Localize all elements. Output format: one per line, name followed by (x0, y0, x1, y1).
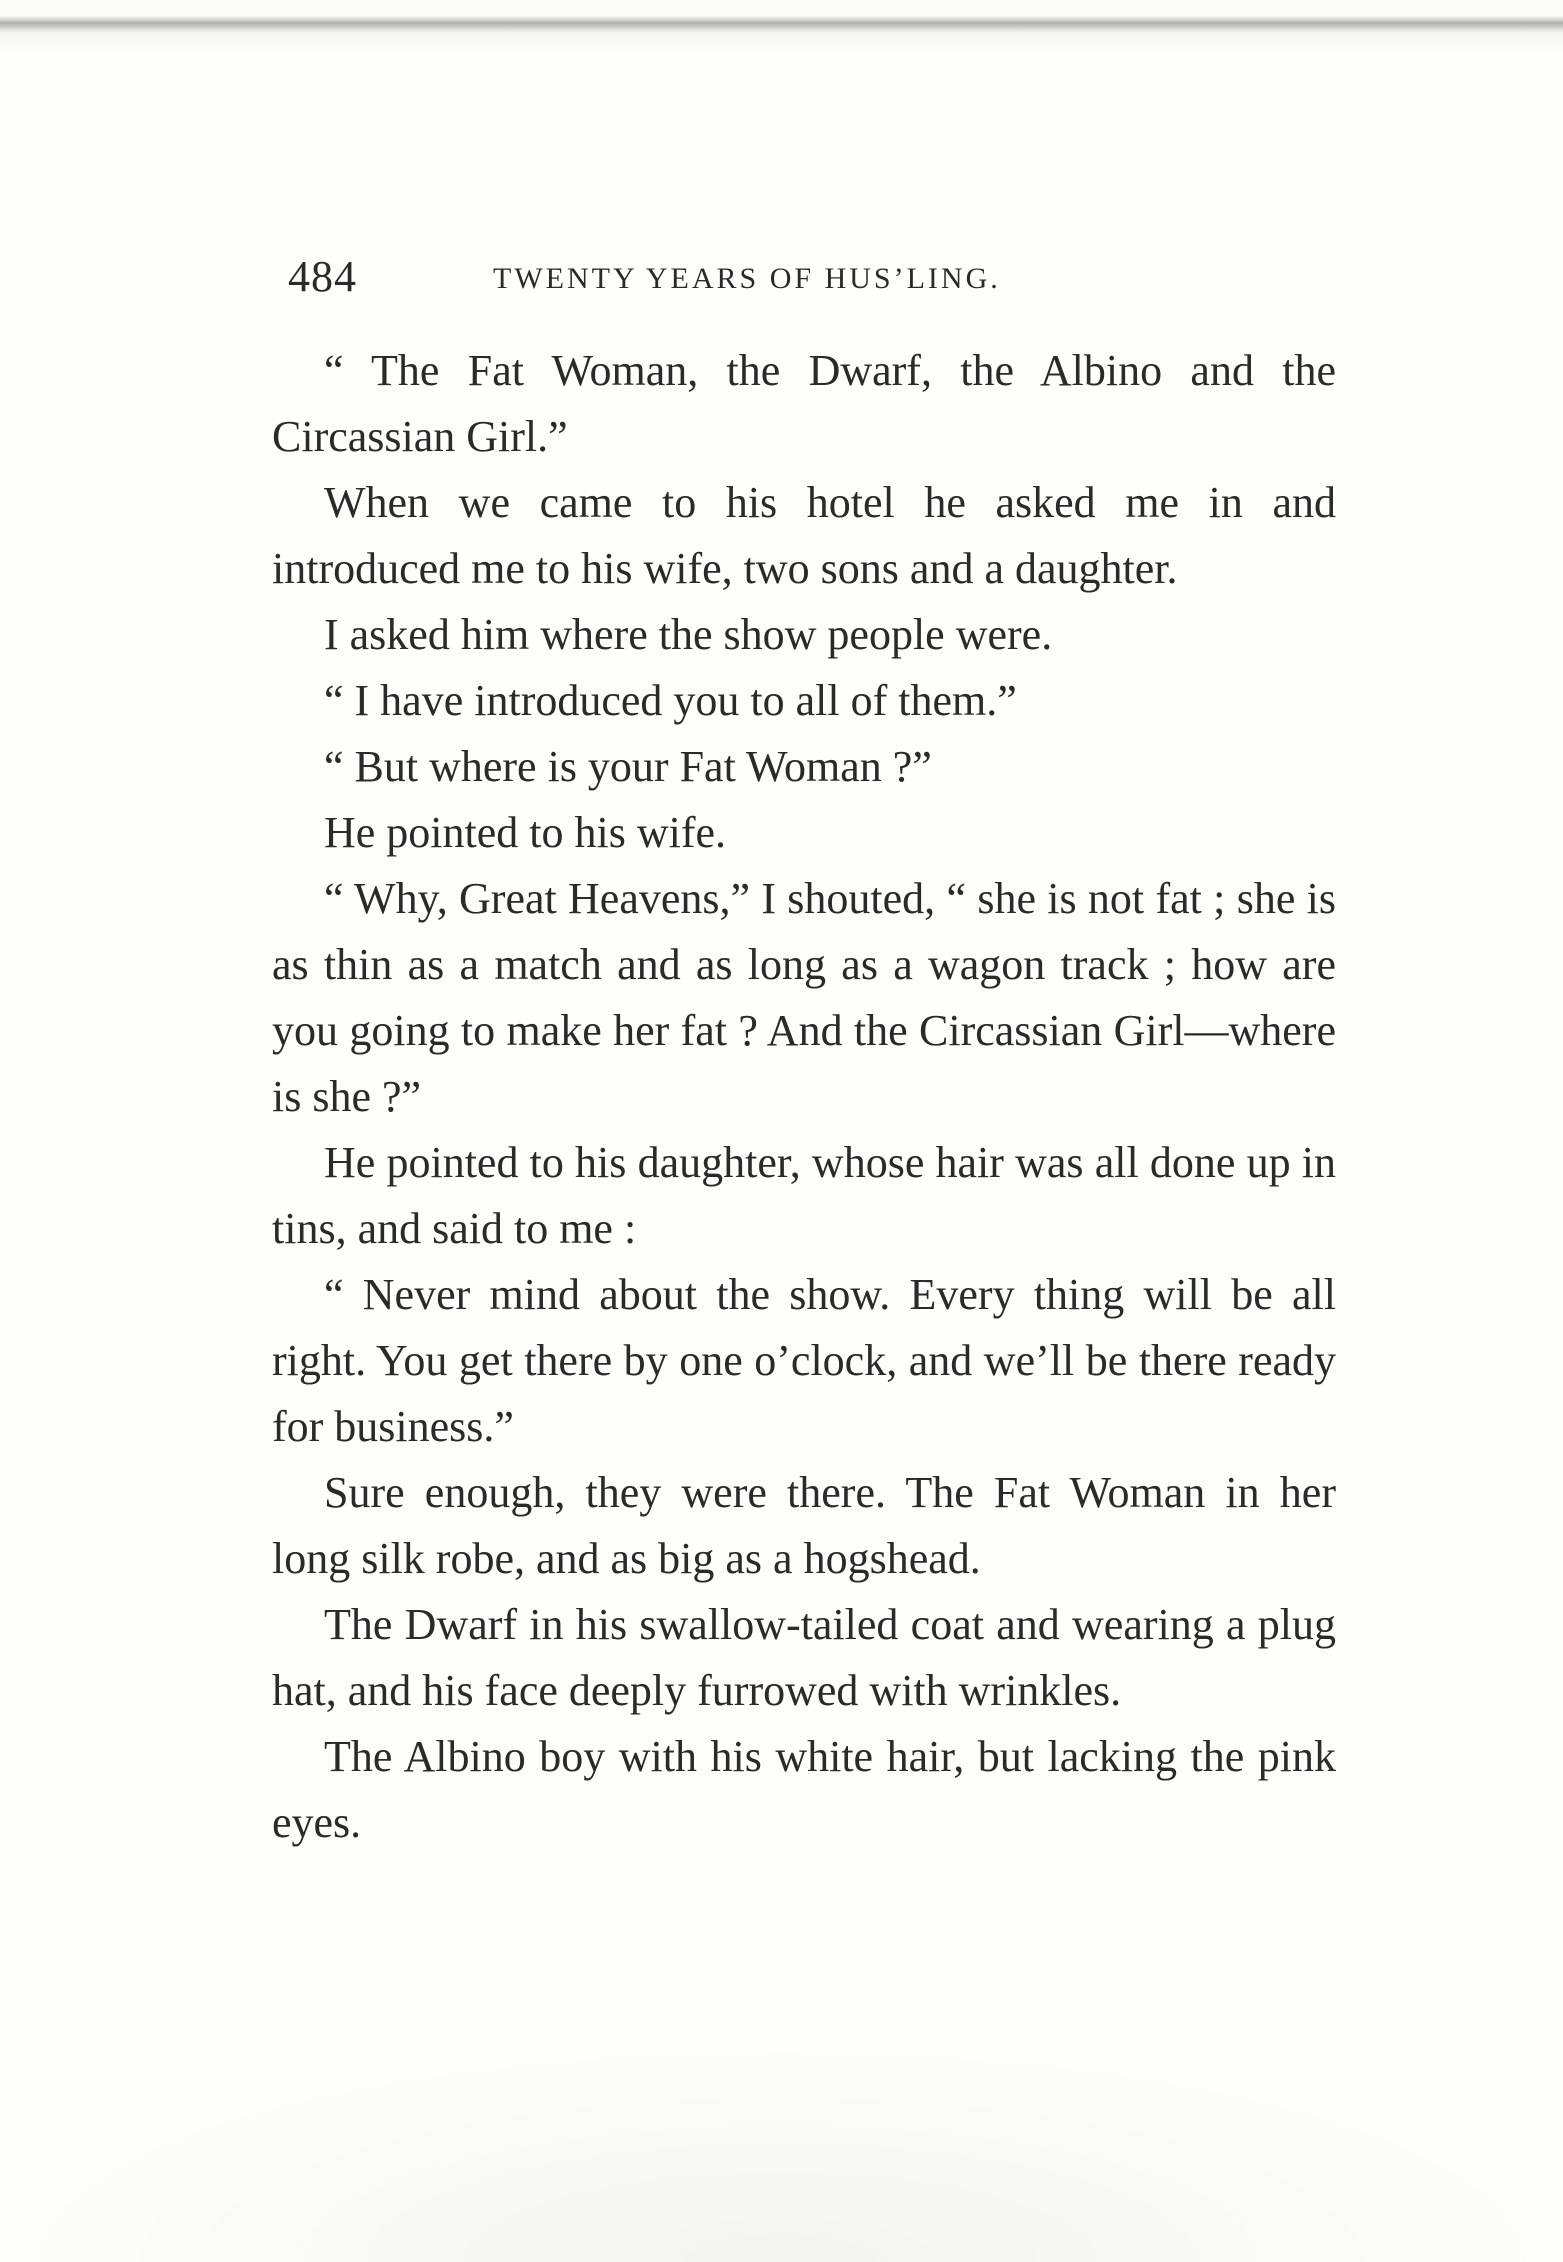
paragraph: He pointed to his wife. (324, 808, 727, 857)
paragraph: The Dwarf in his swallow-tailed coat and wearing a plug hat, and his face deeply furrowed with wrinkles. (272, 1600, 1336, 1715)
paragraph: “ I have introduced you to all of them.” (324, 676, 1017, 725)
paragraph: I asked him where the show people were. (324, 610, 1053, 659)
running-head (288, 247, 1298, 307)
body-text (272, 338, 1336, 1856)
paragraph: “ But where is your Fat Woman ?” (324, 742, 932, 791)
paragraph: “ Never mind about the show. Every thing will be all right. You get there by one o’clock, and we’ll be there ready for business.” (272, 1270, 1336, 1451)
page-number: 484 (288, 252, 357, 301)
running-title: TWENTY YEARS OF HUS’LING. (493, 262, 1001, 295)
paragraph: “ The Fat Woman, the Dwarf, the Albino and the Circassian Girl.” (272, 346, 1336, 461)
paragraph: When we came to his hotel he asked me in and introduced me to his wife, two sons and a daughter. (272, 478, 1336, 593)
paragraph: He pointed to his daughter, whose hair was all done up in tins, and said to me : (272, 1138, 1336, 1253)
paragraph: “ Why, Great Heavens,” I shouted, “ she is not fat ; she is as thin as a match and as long as a wagon track ; how are you going to make her fat ? And the Circassian Girl—where is she ?” (272, 874, 1336, 1121)
scan-bottom-shadow (0, 2042, 1563, 2262)
paragraph: The Albino boy with his white hair, but lacking the pink eyes. (272, 1732, 1336, 1847)
paragraph: Sure enough, they were there. The Fat Woman in her long silk robe, and as big as a hogshead. (272, 1468, 1336, 1583)
